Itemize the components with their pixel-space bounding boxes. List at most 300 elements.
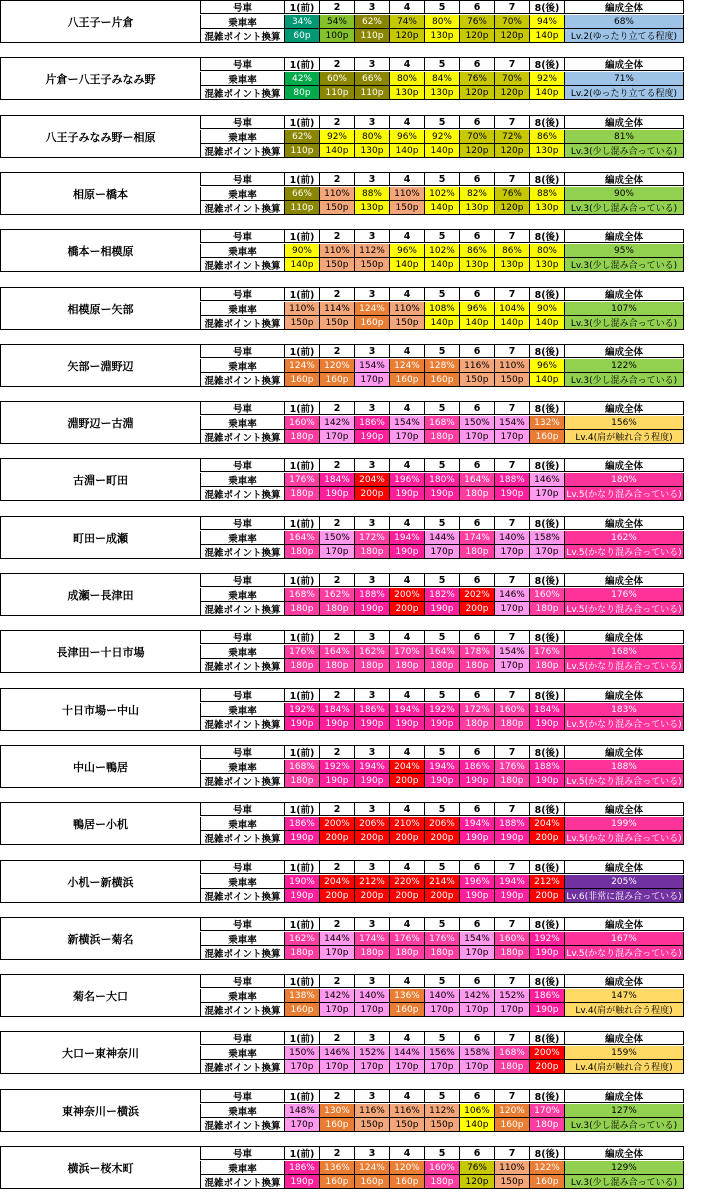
points-cell: 140p [425,316,460,330]
section-name: 片倉ー八王子みなみ野 [0,57,200,100]
ratio-cell: 90% [530,302,565,316]
points-cell: 120p [460,1175,495,1189]
car-number-cell: 4 [390,974,425,988]
points-cell: 190p [530,774,565,788]
car-number-cell: 1(前) [285,516,320,530]
points-label: 混雑ポイント換算 [200,889,285,903]
car-number-cell: 4 [390,802,425,816]
car-number-cell: 5 [425,287,460,301]
car-number-cell: 8(後) [530,573,565,587]
car-number-cell: 2 [320,516,355,530]
header-row [200,745,684,759]
ratio-cell: 66% [355,72,390,86]
total-header: 編成全体 [565,57,684,71]
ratio-cell: 194% [390,531,425,545]
ratio-cell: 62% [355,15,390,29]
points-cell: 140p [320,144,355,158]
points-cell: 180p [425,946,460,960]
total-ratio-cell: 156% [565,416,684,430]
ratio-cell: 116% [355,1104,390,1118]
points-cell: 200p [530,889,565,903]
section-block [0,57,719,101]
header-label: 号車 [200,287,285,301]
points-cell: 170p [530,545,565,559]
points-cell: 170p [495,545,530,559]
points-cell: 170p [495,602,530,616]
ratio-cell: 102% [425,244,460,258]
section-block [0,917,719,961]
total-ratio-cell: 81% [565,130,684,144]
car-number-cell: 3 [355,688,390,702]
car-number-cell: 1(前) [285,630,320,644]
car-number-cell: 4 [390,229,425,243]
points-cell: 180p [495,1060,530,1074]
car-number-cell: 4 [390,0,425,14]
total-level-cell: Lv.4(肩が触れ合う程度) [565,1060,684,1074]
ratio-cell: 212% [355,875,390,889]
section-name: 菊名ー大口 [0,974,200,1017]
points-label: 混雑ポイント換算 [200,659,285,673]
car-number-cell: 1(前) [285,115,320,129]
points-label: 混雑ポイント換算 [200,602,285,616]
ratio-label: 乗車率 [200,244,285,258]
points-cell: 170p [390,1060,425,1074]
points-cell: 180p [460,659,495,673]
points-row [200,1060,684,1074]
points-cell: 150p [425,1118,460,1132]
section-name: 十日市場ー中山 [0,688,200,731]
points-cell: 180p [285,946,320,960]
ratio-cell: 138% [285,989,320,1003]
ratio-cell: 204% [320,875,355,889]
ratio-label: 乗車率 [200,989,285,1003]
points-row [200,717,684,731]
ratio-cell: 150% [320,531,355,545]
section-block-inner [0,229,719,273]
ratio-cell: 146% [495,588,530,602]
ratio-cell: 112% [425,1104,460,1118]
points-cell: 190p [460,774,495,788]
car-number-cell: 5 [425,1146,460,1160]
points-row [200,602,684,616]
car-number-cell: 6 [460,802,495,816]
car-number-cell: 3 [355,802,390,816]
points-cell: 180p [320,602,355,616]
total-header: 編成全体 [565,458,684,472]
car-number-cell: 2 [320,115,355,129]
car-number-cell: 1(前) [285,688,320,702]
points-cell: 170p [425,1060,460,1074]
header-row [200,516,684,530]
ratio-row [200,1104,684,1118]
total-header: 編成全体 [565,1031,684,1045]
header-label: 号車 [200,115,285,129]
car-number-cell: 3 [355,57,390,71]
ratio-cell: 202% [460,588,495,602]
points-cell: 200p [425,889,460,903]
ratio-row [200,875,684,889]
ratio-row [200,473,684,487]
ratio-cell: 188% [530,760,565,774]
points-cell: 170p [320,1060,355,1074]
ratio-row [200,1046,684,1060]
ratio-row [200,15,684,29]
points-cell: 160p [285,373,320,387]
ratio-row [200,244,684,258]
car-number-cell: 8(後) [530,745,565,759]
car-number-cell: 7 [495,860,530,874]
ratio-cell: 186% [285,817,320,831]
points-cell: 140p [425,258,460,272]
ratio-cell: 200% [320,817,355,831]
points-cell: 120p [495,201,530,215]
points-cell: 170p [460,430,495,444]
ratio-label: 乗車率 [200,875,285,889]
header-label: 号車 [200,229,285,243]
total-level-cell: Lv.4(肩が触れ合う程度) [565,430,684,444]
car-number-cell: 2 [320,917,355,931]
ratio-cell: 162% [320,588,355,602]
points-cell: 190p [320,717,355,731]
points-cell: 150p [285,316,320,330]
car-number-cell: 4 [390,1146,425,1160]
points-cell: 170p [390,430,425,444]
points-label: 混雑ポイント換算 [200,717,285,731]
points-row [200,144,684,158]
section-block-inner [0,516,719,560]
ratio-label: 乗車率 [200,1046,285,1060]
header-row [200,344,684,358]
ratio-cell: 120% [320,359,355,373]
points-cell: 160p [390,1003,425,1017]
total-ratio-cell: 129% [565,1161,684,1175]
section-block [0,630,719,674]
section-name: 相模原ー矢部 [0,287,200,330]
car-number-cell: 6 [460,172,495,186]
ratio-cell: 162% [285,932,320,946]
header-row [200,917,684,931]
points-label: 混雑ポイント換算 [200,774,285,788]
points-cell: 140p [425,144,460,158]
total-ratio-cell: 183% [565,703,684,717]
points-cell: 130p [460,201,495,215]
section-block-inner [0,1146,719,1190]
ratio-row [200,932,684,946]
ratio-cell: 86% [495,244,530,258]
car-number-cell: 5 [425,974,460,988]
total-level-cell: Lv.6(非常に混み合っている) [565,889,684,903]
ratio-cell: 110% [495,1161,530,1175]
section-block-inner [0,802,719,846]
car-number-cell: 8(後) [530,229,565,243]
points-cell: 190p [530,1003,565,1017]
ratio-cell: 200% [390,588,425,602]
header-label: 号車 [200,57,285,71]
ratio-cell: 142% [320,989,355,1003]
points-cell: 170p [425,545,460,559]
car-number-cell: 3 [355,344,390,358]
ratio-label: 乗車率 [200,932,285,946]
ratio-label: 乗車率 [200,703,285,717]
ratio-row [200,416,684,430]
car-number-cell: 1(前) [285,401,320,415]
ratio-row [200,1161,684,1175]
points-cell: 200p [355,889,390,903]
header-label: 号車 [200,516,285,530]
points-label: 混雑ポイント換算 [200,86,285,100]
ratio-cell: 70% [460,130,495,144]
ratio-cell: 184% [530,703,565,717]
total-ratio-cell: 147% [565,989,684,1003]
car-number-cell: 2 [320,458,355,472]
header-row [200,287,684,301]
total-level-cell: Lv.5(かなり混み合っている) [565,545,684,559]
ratio-cell: 192% [530,932,565,946]
points-row [200,86,684,100]
car-number-cell: 1(前) [285,229,320,243]
total-header: 編成全体 [565,860,684,874]
points-row [200,1175,684,1189]
section-block [0,458,719,502]
car-number-cell: 3 [355,573,390,587]
ratio-row [200,817,684,831]
header-row [200,1089,684,1103]
total-header: 編成全体 [565,401,684,415]
section-block-inner [0,458,719,502]
total-header: 編成全体 [565,229,684,243]
ratio-cell: 188% [495,817,530,831]
points-cell: 120p [460,29,495,43]
total-header: 編成全体 [565,917,684,931]
points-cell: 130p [425,29,460,43]
points-cell: 190p [495,889,530,903]
points-cell: 130p [530,258,565,272]
section-block [0,573,719,617]
header-label: 号車 [200,401,285,415]
total-level-cell: Lv.3(少し混み合っている) [565,316,684,330]
ratio-cell: 186% [355,703,390,717]
car-number-cell: 2 [320,1146,355,1160]
ratio-cell: 158% [460,1046,495,1060]
ratio-cell: 124% [355,1161,390,1175]
car-number-cell: 4 [390,401,425,415]
ratio-cell: 86% [530,130,565,144]
car-number-cell: 3 [355,458,390,472]
ratio-cell: 204% [530,817,565,831]
points-cell: 170p [355,373,390,387]
points-cell: 120p [495,86,530,100]
ratio-row [200,359,684,373]
car-number-cell: 4 [390,287,425,301]
car-number-cell: 6 [460,688,495,702]
points-cell: 190p [425,487,460,501]
ratio-cell: 104% [495,302,530,316]
ratio-cell: 112% [355,244,390,258]
ratio-cell: 70% [495,15,530,29]
car-number-cell: 4 [390,573,425,587]
car-number-cell: 1(前) [285,745,320,759]
ratio-label: 乗車率 [200,15,285,29]
car-number-cell: 1(前) [285,1089,320,1103]
ratio-cell: 168% [495,1046,530,1060]
ratio-cell: 140% [355,989,390,1003]
points-cell: 170p [460,1060,495,1074]
car-number-cell: 8(後) [530,860,565,874]
header-label: 号車 [200,1146,285,1160]
ratio-cell: 174% [460,531,495,545]
ratio-cell: 132% [530,416,565,430]
total-header: 編成全体 [565,974,684,988]
ratio-label: 乗車率 [200,817,285,831]
points-cell: 170p [285,1118,320,1132]
ratio-cell: 128% [425,359,460,373]
ratio-cell: 124% [285,359,320,373]
points-cell: 190p [285,889,320,903]
ratio-cell: 122% [530,1161,565,1175]
ratio-cell: 152% [355,1046,390,1060]
ratio-cell: 94% [530,15,565,29]
ratio-cell: 164% [425,645,460,659]
ratio-cell: 188% [355,588,390,602]
points-cell: 120p [495,29,530,43]
car-number-cell: 2 [320,974,355,988]
points-cell: 190p [355,602,390,616]
ratio-cell: 214% [425,875,460,889]
ratio-cell: 156% [425,1046,460,1060]
total-level-cell: Lv.2(ゆったり立てる程度) [565,86,684,100]
ratio-cell: 76% [460,15,495,29]
points-cell: 180p [285,545,320,559]
total-level-cell: Lv.5(かなり混み合っている) [565,774,684,788]
ratio-label: 乗車率 [200,1104,285,1118]
car-number-cell: 2 [320,57,355,71]
points-cell: 200p [390,602,425,616]
ratio-cell: 178% [460,645,495,659]
points-cell: 180p [425,430,460,444]
ratio-cell: 140% [495,531,530,545]
car-number-cell: 5 [425,688,460,702]
ratio-cell: 182% [425,588,460,602]
ratio-cell: 146% [530,473,565,487]
points-cell: 180p [285,774,320,788]
header-row [200,1146,684,1160]
points-cell: 160p [425,373,460,387]
section-name: 八王子ー片倉 [0,0,200,43]
car-number-cell: 4 [390,458,425,472]
total-header: 編成全体 [565,0,684,14]
points-cell: 150p [390,201,425,215]
points-cell: 180p [530,1118,565,1132]
points-row [200,373,684,387]
car-number-cell: 4 [390,688,425,702]
points-cell: 200p [320,831,355,845]
points-cell: 190p [285,831,320,845]
ratio-cell: 60% [320,72,355,86]
points-cell: 200p [355,831,390,845]
total-level-cell: Lv.2(ゆったり立てる程度) [565,29,684,43]
ratio-cell: 142% [320,416,355,430]
points-cell: 180p [460,545,495,559]
section-block-inner [0,974,719,1018]
points-cell: 110p [285,144,320,158]
ratio-cell: 174% [355,932,390,946]
ratio-cell: 96% [390,244,425,258]
points-cell: 120p [460,144,495,158]
header-row [200,172,684,186]
ratio-cell: 188% [495,473,530,487]
car-number-cell: 1(前) [285,802,320,816]
car-number-cell: 7 [495,917,530,931]
header-row [200,0,684,14]
points-cell: 170p [285,1060,320,1074]
car-number-cell: 3 [355,401,390,415]
points-cell: 160p [355,1175,390,1189]
points-cell: 170p [320,946,355,960]
header-row [200,688,684,702]
points-cell: 120p [495,144,530,158]
ratio-cell: 116% [460,359,495,373]
points-cell: 130p [460,258,495,272]
points-cell: 190p [355,430,390,444]
points-cell: 180p [530,659,565,673]
car-number-cell: 5 [425,229,460,243]
section-block-inner [0,172,719,216]
points-cell: 180p [285,430,320,444]
points-cell: 170p [320,1003,355,1017]
section-block [0,115,719,159]
ratio-cell: 170% [390,645,425,659]
points-cell: 160p [390,1175,425,1189]
points-cell: 200p [390,774,425,788]
section-name: 相原ー橋本 [0,172,200,215]
section-name: 小机ー新横浜 [0,860,200,903]
points-cell: 180p [285,487,320,501]
ratio-label: 乗車率 [200,760,285,774]
points-cell: 200p [425,831,460,845]
points-cell: 170p [320,430,355,444]
points-cell: 140p [530,316,565,330]
points-cell: 60p [285,29,320,43]
header-row [200,115,684,129]
ratio-cell: 206% [425,817,460,831]
total-header: 編成全体 [565,172,684,186]
points-cell: 180p [355,659,390,673]
car-number-cell: 3 [355,917,390,931]
ratio-cell: 194% [355,760,390,774]
points-cell: 190p [390,717,425,731]
ratio-cell: 164% [320,645,355,659]
ratio-row [200,760,684,774]
points-label: 混雑ポイント換算 [200,258,285,272]
ratio-cell: 160% [495,932,530,946]
ratio-cell: 176% [530,645,565,659]
ratio-cell: 158% [530,531,565,545]
ratio-cell: 72% [495,130,530,144]
points-cell: 180p [355,946,390,960]
total-level-cell: Lv.3(少し混み合っている) [565,373,684,387]
car-number-cell: 1(前) [285,1031,320,1045]
car-number-cell: 7 [495,172,530,186]
ratio-cell: 74% [390,15,425,29]
car-number-cell: 6 [460,630,495,644]
total-header: 編成全体 [565,1089,684,1103]
car-number-cell: 6 [460,573,495,587]
ratio-cell: 164% [460,473,495,487]
ratio-row [200,703,684,717]
points-cell: 140p [495,316,530,330]
ratio-cell: 154% [390,416,425,430]
ratio-cell: 70% [495,72,530,86]
